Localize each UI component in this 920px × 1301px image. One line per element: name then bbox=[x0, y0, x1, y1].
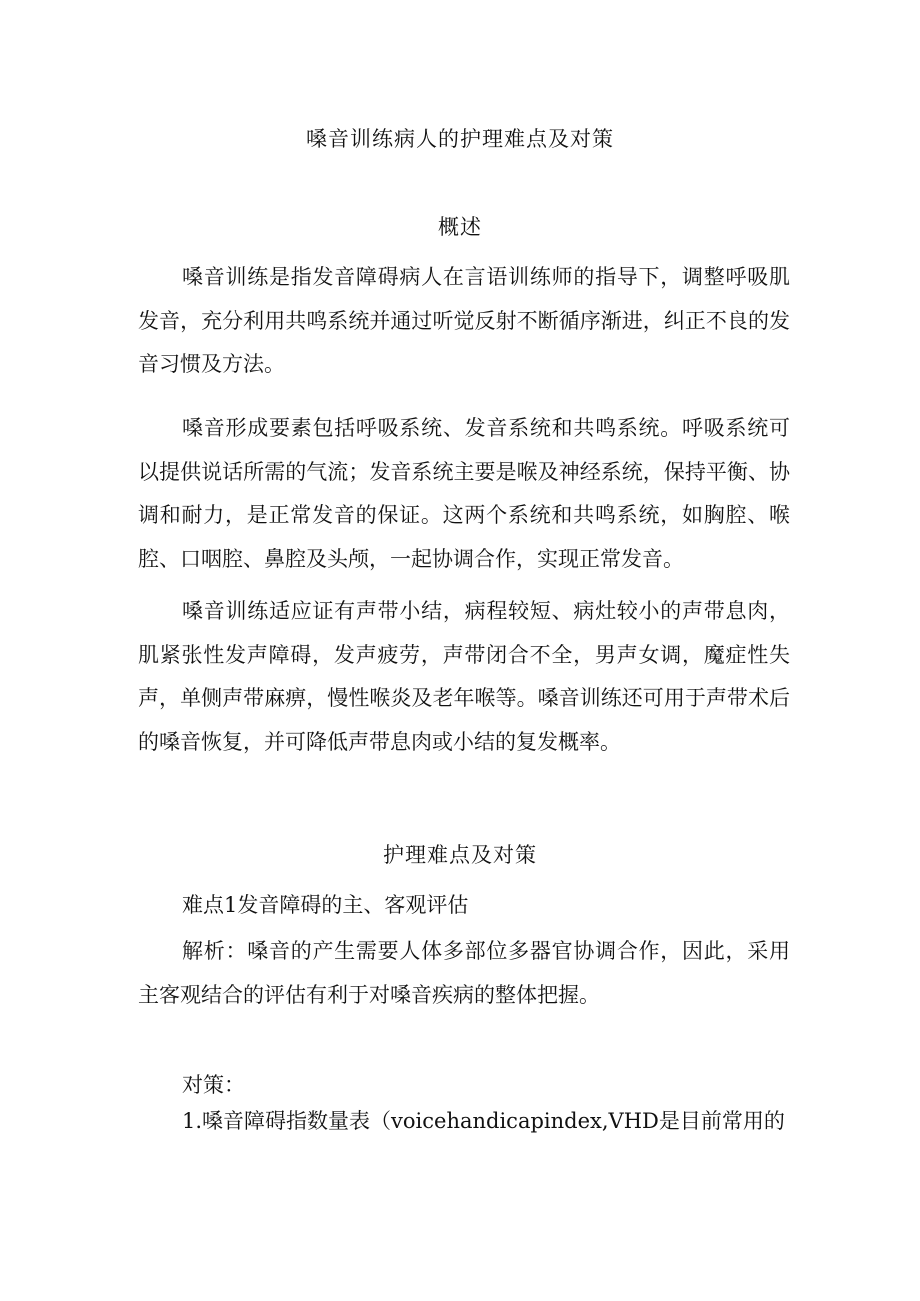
document-title: 嗓音训练病人的护理难点及对策 bbox=[306, 127, 614, 151]
section-heading-nursing: 护理难点及对策 bbox=[383, 843, 537, 867]
analysis-paragraph: 解析：嗓音的产生需要人体多部位多器官协调合作，因此，采用主客观结合的评估有利于对嗓音疾病的整体把握。 bbox=[138, 939, 790, 1007]
countermeasure-label: 对策： bbox=[182, 1073, 245, 1097]
overview-paragraph-3: 嗓音训练适应证有声带小结，病程较短、病灶较小的声带息肉，肌紧张性发声障碍，发声疲劳，声带闭合不全，男声女调，魔症性失声，单侧声带麻痹，慢性喉炎及老年喉等。嗓音训练还可用于声带术后的嗓音恢复，并可降低声带息肉或小结的复发概率。 bbox=[138, 599, 790, 754]
section-heading-overview: 概述 bbox=[438, 215, 482, 239]
overview-paragraph-2: 嗓音形成要素包括呼吸系统、发音系统和共鸣系统。呼吸系统可以提供说话所需的气流；发音系统主要是喉及神经系统，保持平衡、协调和耐力，是正常发音的保证。这两个系统和共鸣系统，如胸腔、喉腔、口咽腔、鼻腔及头颅，一起协调合作，实现正常发音。 bbox=[138, 416, 790, 571]
overview-paragraph-1: 嗓音训练是指发音障碍病人在言语训练师的指导下，调整呼吸肌发音，充分利用共鸣系统并通过听觉反射不断循序渐进，纠正不良的发音习惯及方法。 bbox=[138, 265, 790, 376]
countermeasure-item-1: 1.嗓音障碍指数量表（voicehandicapindex,VHD是目前常用的 bbox=[182, 1109, 785, 1133]
difficulty-1-heading: 难点1发音障碍的主、客观评估 bbox=[182, 893, 469, 917]
